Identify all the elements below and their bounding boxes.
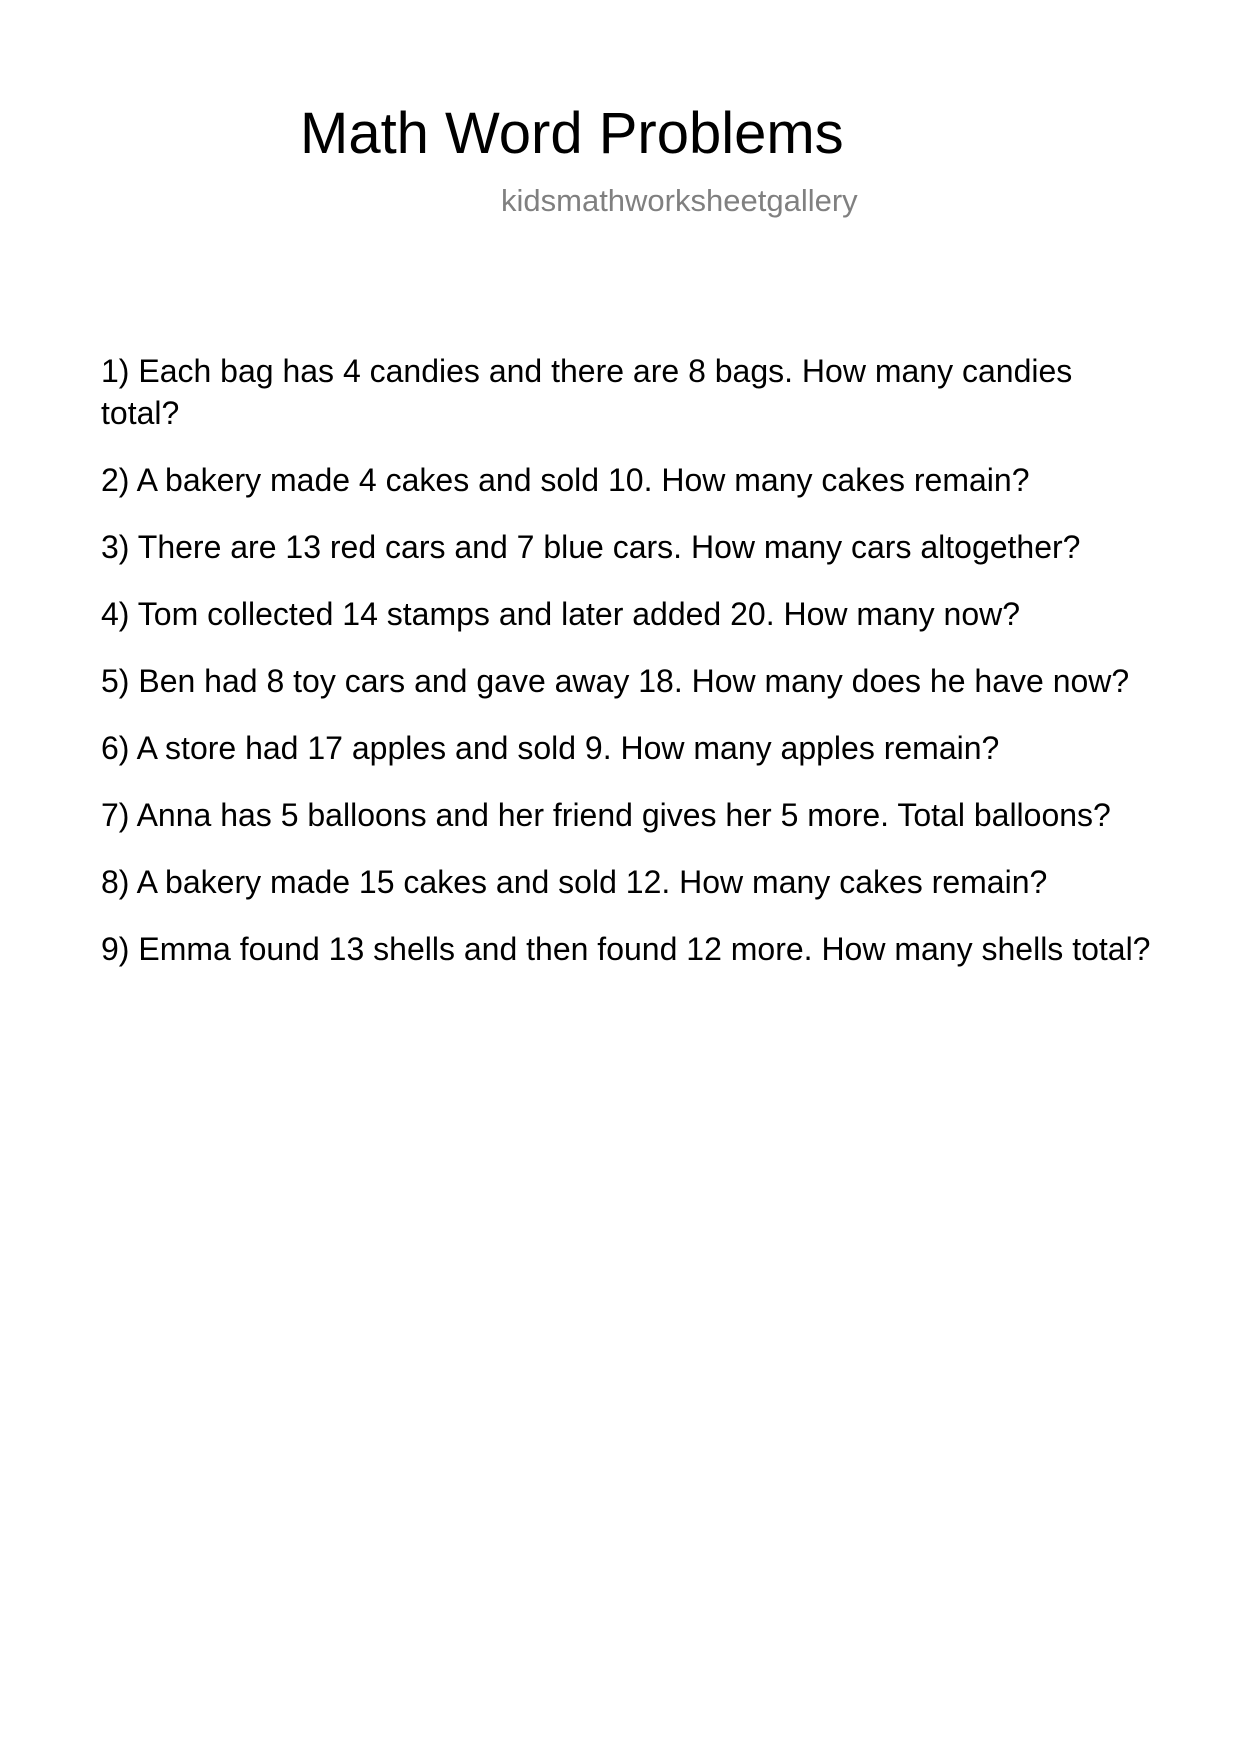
problem-item: 2) A bakery made 4 cakes and sold 10. How many cakes remain?: [101, 462, 1030, 498]
subtitle-source: kidsmathworksheetgallery: [501, 183, 858, 218]
problem-item: 4) Tom collected 14 stamps and later added 20. How many now?: [101, 596, 1021, 632]
problem-item: 7) Anna has 5 balloons and her friend gives her 5 more. Total balloons?: [101, 797, 1111, 833]
problem-item: 1) Each bag has 4 candies and there are 8 bags. How many candies total?: [101, 353, 1073, 431]
page-title: Math Word Problems: [300, 101, 844, 166]
problem-item: 5) Ben had 8 toy cars and gave away 18. How many does he have now?: [101, 663, 1130, 699]
problem-item: 9) Emma found 13 shells and then found 12 more. How many shells total?: [101, 931, 1151, 967]
problem-list: [101, 350, 1151, 995]
problem-item: 8) A bakery made 15 cakes and sold 12. How many cakes remain?: [101, 864, 1048, 900]
problem-item: 3) There are 13 red cars and 7 blue cars. How many cars altogether?: [101, 529, 1081, 565]
problem-item: 6) A store had 17 apples and sold 9. How many apples remain?: [101, 730, 1000, 766]
